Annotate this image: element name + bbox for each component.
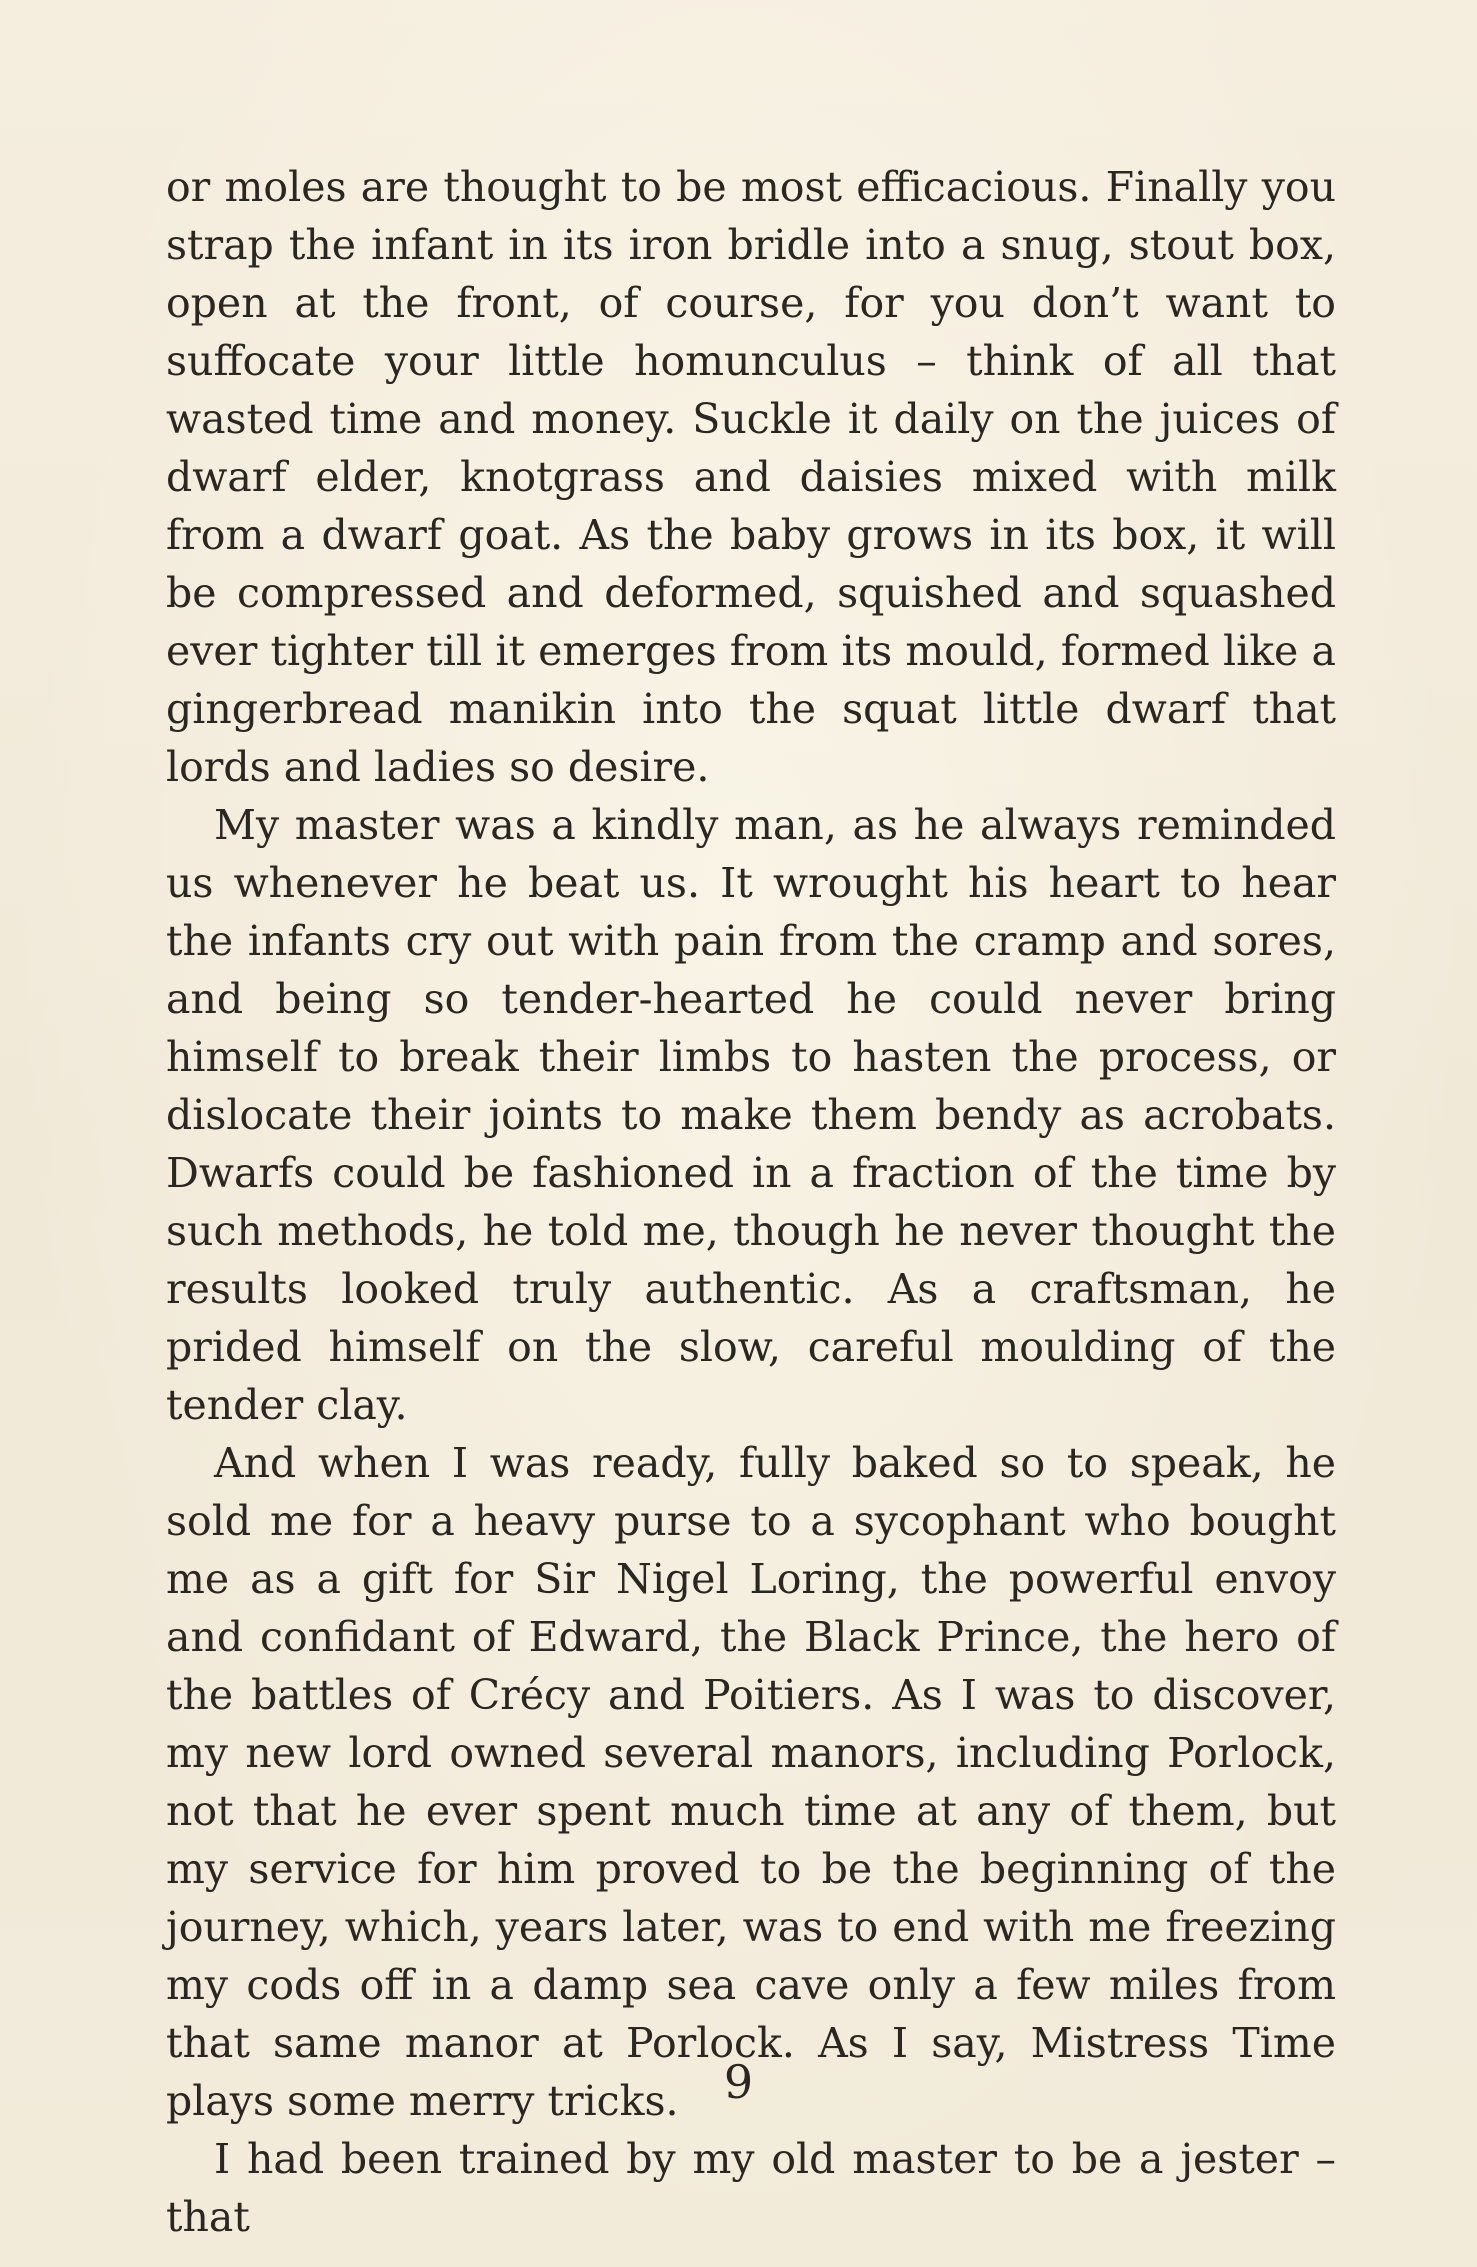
paragraph-4: I had been trained by my old master to be a jester – that [166,2135,1336,2241]
paragraph-3: And when I was ready, fully baked so to speak, he sold me for a heavy purse to a sycophant who bought me as a gift for Sir Nigel Loring, the powerful envoy and confidant of Edward, the Black Prince, the hero of the battles of Crécy and Poitiers. As I was to discover, my new lord owned several manors, including Porlock, not that he ever spent much time at any of them, but my service for him proved to be the beginning of the journey, which, years later, was to end with me freezing my cods off in a damp sea cave only a few miles from that same manor at Porlock. As I say, Mistress Time plays some merry tricks. [166,1439,1336,2125]
body-text [166,158,1336,2246]
paragraph-2: My master was a kindly man, as he always reminded us whenever he beat us. It wrought his heart to hear the infants cry out with pain from the cramp and sores, and being so tender-hearted he could never bring himself to break their limbs to hasten the process, or dislocate their joints to make them bendy as acrobats. Dwarfs could be fashioned in a fraction of the time by such methods, he told me, though he never thought the results looked truly authentic. As a craftsman, he prided himself on the slow, careful moulding of the tender clay. [166,801,1336,1429]
paragraph-1: or moles are thought to be most efficacious. Finally you strap the infant in its iron bridle into a snug, stout box, open at the front, of course, for you don’t want to suffocate your little homunculus – think of all that wasted time and money. Suckle it daily on the juices of dwarf elder, knotgrass and daisies mixed with milk from a dwarf goat. As the baby grows in its box, it will be compressed and deformed, squished and squashed ever tighter till it emerges from its mould, formed like a gingerbread manikin into the squat little dwarf that lords and ladies so desire. [166,163,1336,791]
page-number: 9 [723,2055,754,2109]
